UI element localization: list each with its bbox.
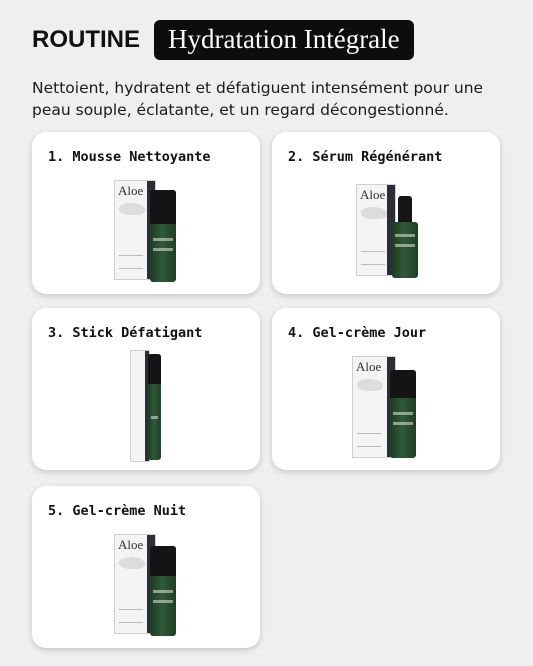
bottle-label (153, 248, 173, 251)
product-title: 1. Mousse Nettoyante (48, 149, 211, 165)
product-image (32, 530, 260, 638)
product-card-serum-regenerant[interactable] (272, 132, 500, 294)
box-label-lines (361, 251, 385, 265)
header (32, 20, 414, 60)
product-bottle (390, 370, 416, 458)
product-bottle (150, 190, 176, 282)
bottle-label (153, 600, 173, 603)
box-label-lines (119, 609, 143, 623)
cream-swatch (357, 379, 383, 391)
product-title: 2. Sérum Régénérant (288, 149, 443, 165)
bottle-cap (150, 190, 176, 224)
box-label-lines (119, 255, 143, 269)
cream-swatch (119, 557, 145, 569)
product-title: 3. Stick Défatigant (48, 325, 203, 341)
bottle-label (395, 244, 415, 247)
product-bottle (150, 546, 176, 636)
stick-tube (148, 354, 161, 460)
stick-label (151, 416, 158, 419)
product-card-stick-defatigant[interactable] (32, 308, 260, 470)
routine-label: ROUTINE (32, 26, 140, 53)
brand-logo: Aloe (118, 537, 144, 552)
product-image (32, 352, 260, 460)
box-label-lines (357, 433, 381, 447)
product-image (272, 176, 500, 284)
product-title: 5. Gel-crème Nuit (48, 503, 187, 519)
serum-swatch (361, 207, 387, 219)
dropper-cap (398, 196, 412, 224)
bottle-label (393, 412, 413, 415)
routine-title-badge: Hydratation Intégrale (154, 20, 414, 60)
product-box (356, 184, 396, 276)
product-box (130, 350, 150, 462)
brand-logo: Aloe (356, 359, 382, 374)
bottle-cap (390, 370, 416, 398)
brand-logo: Aloe (118, 183, 144, 198)
product-card-gel-creme-jour[interactable] (272, 308, 500, 470)
bottle-label (395, 234, 415, 237)
product-image (32, 176, 260, 284)
bottle-label (153, 238, 173, 241)
brand-logo: Aloe (360, 187, 386, 202)
product-bottle (392, 222, 418, 278)
bottle-cap (150, 546, 176, 576)
cream-swatch (119, 203, 145, 215)
bottle-label (153, 590, 173, 593)
product-image (272, 352, 500, 460)
stick-cap (148, 354, 161, 384)
bottle-label (393, 422, 413, 425)
product-card-mousse-nettoyante[interactable] (32, 132, 260, 294)
routine-description: Nettoient, hydratent et défatiguent intensément pour une peau souple, éclatante, et un regard décongestionné. (32, 79, 484, 119)
product-title: 4. Gel-crème Jour (288, 325, 427, 341)
product-card-gel-creme-nuit[interactable] (32, 486, 260, 648)
